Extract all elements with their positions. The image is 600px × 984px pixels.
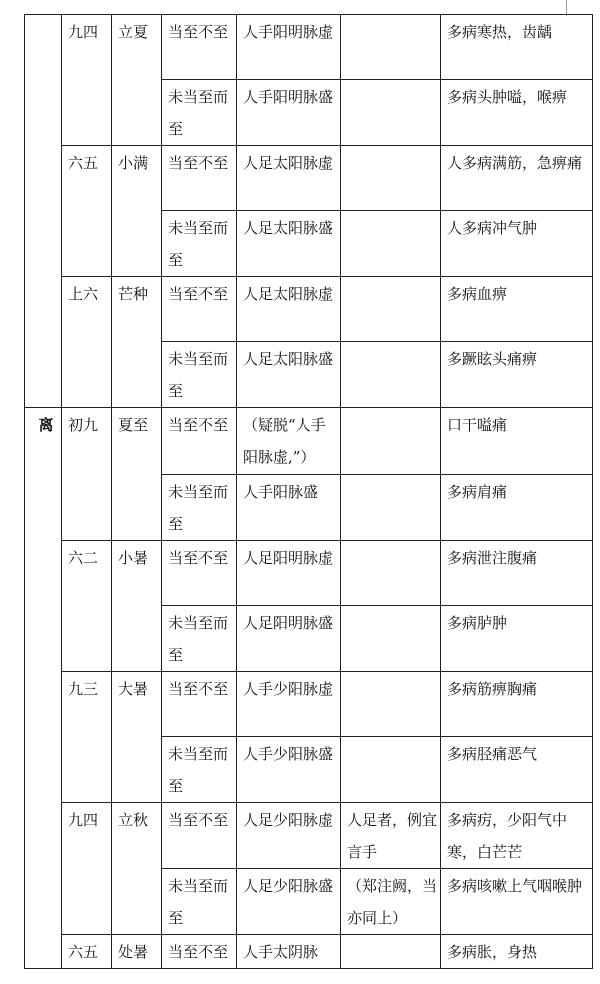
annotation-cell (341, 541, 441, 606)
illness-cell: 人多病冲气肿 (441, 211, 593, 277)
pulse-cell: 人足少阳脉虚 (237, 803, 341, 869)
table-row (25, 15, 593, 80)
solar-term-cell: 小满 (112, 146, 162, 277)
yao-cell: 九四 (62, 15, 112, 146)
annotation-cell (341, 277, 441, 342)
illness-cell: 多病疠，少阳气中寒，白芒芒 (441, 803, 593, 869)
solar-term-cell: 立秋 (112, 803, 162, 935)
pulse-cell: 人手少阳脉虚 (237, 672, 341, 737)
illness-cell: 多病筋痹胸痛 (441, 672, 593, 737)
illness-cell: 多病血痹 (441, 277, 593, 342)
pulse-cell: 人足阳明脉盛 (237, 606, 341, 672)
illness-cell: 口干嗌痛 (441, 408, 593, 475)
pulse-cell: 人足少阳脉盛 (237, 869, 341, 935)
solar-term-cell: 大暑 (112, 672, 162, 803)
annotation-cell (341, 15, 441, 80)
pulse-cell: 人手少阳脉盛 (237, 737, 341, 803)
annotation-cell (341, 146, 441, 211)
pulse-cell: 人手阳明脉虚 (237, 15, 341, 80)
yao-cell: 九三 (62, 672, 112, 803)
condition-cell: 当至不至 (162, 277, 237, 342)
solar-term-cell: 芒种 (112, 277, 162, 408)
pulse-cell: 人足太阳脉虚 (237, 146, 341, 211)
annotation-cell (341, 80, 441, 146)
yao-cell: 九四 (62, 803, 112, 935)
condition-cell: 当至不至 (162, 541, 237, 606)
table-row (25, 935, 593, 969)
illness-cell: 多病头肿嗌，喉痹 (441, 80, 593, 146)
illness-cell: 多病咳嗽上气咽喉肿 (441, 869, 593, 935)
illness-cell: 多病泄注腹痛 (441, 541, 593, 606)
pulse-cell: 人足阳明脉虚 (237, 541, 341, 606)
condition-cell: 未当至而至 (162, 737, 237, 803)
annotation-cell: 人足者，例宜言手 (341, 803, 441, 869)
annotation-cell (341, 475, 441, 541)
condition-cell: 未当至而至 (162, 80, 237, 146)
pulse-cell: 人足太阳脉虚 (237, 277, 341, 342)
yao-cell: 上六 (62, 277, 112, 408)
qi-pulse-table (24, 14, 593, 969)
illness-cell: 人多病满筋，急痹痛 (441, 146, 593, 211)
pulse-cell: 人足太阳脉盛 (237, 342, 341, 408)
annotation-cell (341, 672, 441, 737)
table-row (25, 803, 593, 869)
pulse-cell: 人足太阳脉盛 (237, 211, 341, 277)
condition-cell: 未当至而至 (162, 606, 237, 672)
illness-cell: 多病胀，身热 (441, 935, 593, 969)
condition-cell: 当至不至 (162, 146, 237, 211)
illness-cell: 多病胫痛恶气 (441, 737, 593, 803)
annotation-cell (341, 342, 441, 408)
condition-cell: 当至不至 (162, 15, 237, 80)
annotation-cell: （郑注阙，当亦同上） (341, 869, 441, 935)
annotation-cell (341, 737, 441, 803)
table-row (25, 672, 593, 737)
condition-cell: 当至不至 (162, 803, 237, 869)
solar-term-cell: 夏至 (112, 408, 162, 541)
yao-cell: 六五 (62, 935, 112, 969)
solar-term-cell: 立夏 (112, 15, 162, 146)
pulse-cell: （疑脱“人手阳脉虚,”） (237, 408, 341, 475)
yao-cell: 初九 (62, 408, 112, 541)
illness-cell: 多病肩痛 (441, 475, 593, 541)
annotation-cell (341, 935, 441, 969)
pulse-cell: 人手太阴脉 (237, 935, 341, 969)
table-row (25, 277, 593, 342)
trigram-cell: 离 (25, 408, 62, 969)
table-body (25, 15, 593, 969)
condition-cell: 未当至而至 (162, 475, 237, 541)
table-row (25, 541, 593, 606)
illness-cell: 多蹶眩头痛痹 (441, 342, 593, 408)
annotation-cell (341, 606, 441, 672)
solar-term-cell: 处暑 (112, 935, 162, 969)
condition-cell: 未当至而至 (162, 211, 237, 277)
illness-cell: 多病胪肿 (441, 606, 593, 672)
condition-cell: 未当至而至 (162, 342, 237, 408)
yao-cell: 六五 (62, 146, 112, 277)
trigram-cell (25, 15, 62, 408)
condition-cell: 当至不至 (162, 408, 237, 475)
annotation-cell (341, 408, 441, 475)
condition-cell: 未当至而至 (162, 869, 237, 935)
pulse-cell: 人手阳脉盛 (237, 475, 341, 541)
solar-term-cell: 小暑 (112, 541, 162, 672)
illness-cell: 多病寒热，齿龋 (441, 15, 593, 80)
condition-cell: 当至不至 (162, 935, 237, 969)
table-row (25, 146, 593, 211)
pulse-cell: 人手阳明脉盛 (237, 80, 341, 146)
yao-cell: 六二 (62, 541, 112, 672)
annotation-cell (341, 211, 441, 277)
condition-cell: 当至不至 (162, 672, 237, 737)
table-row (25, 408, 593, 475)
